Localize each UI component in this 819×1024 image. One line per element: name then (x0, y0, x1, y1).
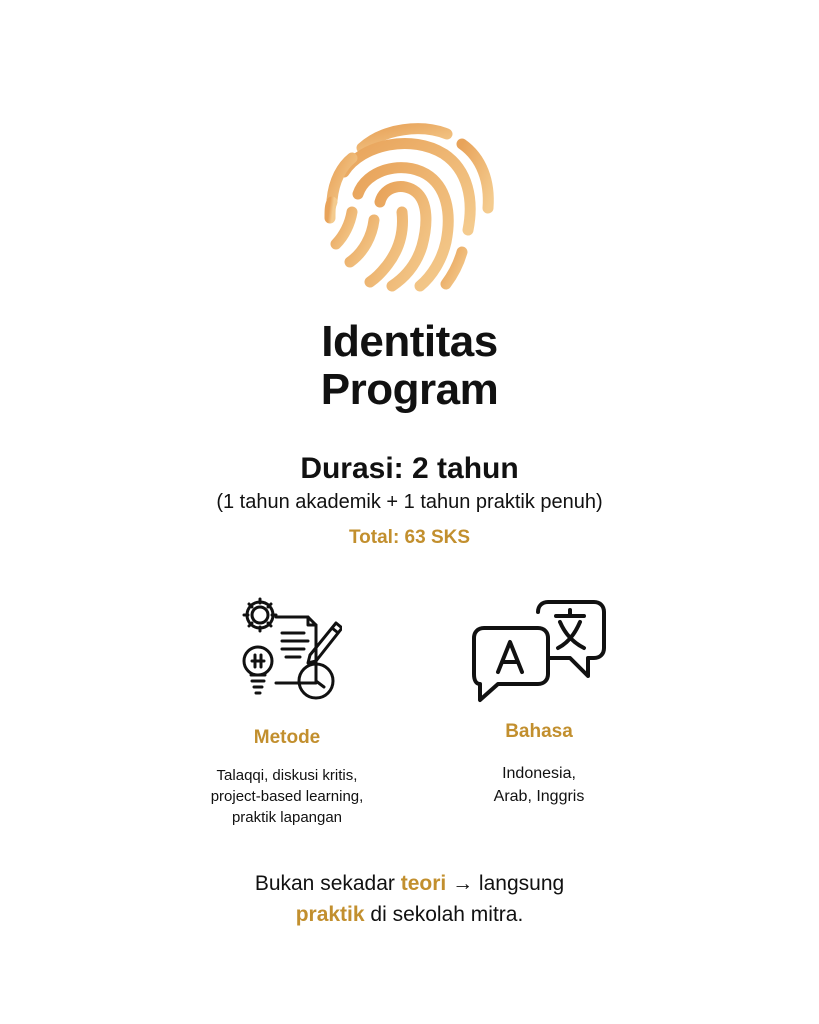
closing-line-2 (0, 899, 819, 930)
closing-text: Bukan sekadar (254, 872, 401, 895)
title-line-2: Program (320, 365, 499, 414)
language-title: Bahasa (505, 721, 573, 742)
page-title (0, 318, 819, 414)
language-description (439, 762, 639, 808)
closing-text: di sekolah mitra. (364, 903, 524, 926)
total-credits: Total: 63 SKS (348, 527, 471, 548)
fingerprint-icon (322, 120, 497, 298)
closing-line-1 (0, 868, 819, 899)
method-line: praktik lapangan (231, 809, 343, 826)
closing-statement (0, 868, 819, 930)
closing-text: → langsung (446, 872, 565, 895)
duration-detail: (1 tahun akademik + 1 tahun praktik penuh) (216, 491, 603, 513)
method-line: project-based learning, (210, 788, 364, 805)
language-line: Indonesia, (502, 765, 576, 782)
title-line-1: Identitas (321, 317, 498, 366)
method-tools-icon (238, 595, 342, 701)
translate-chat-icon (470, 598, 608, 704)
highlight-praktik: praktik (295, 903, 365, 926)
method-title: Metode (253, 727, 321, 748)
method-description (167, 765, 407, 828)
language-line: Arab, Inggris (493, 788, 585, 805)
duration-label: Durasi: 2 tahun (300, 452, 519, 485)
highlight-teori: teori (400, 872, 447, 895)
method-line: Talaqqi, diskusi kritis, (216, 767, 358, 784)
